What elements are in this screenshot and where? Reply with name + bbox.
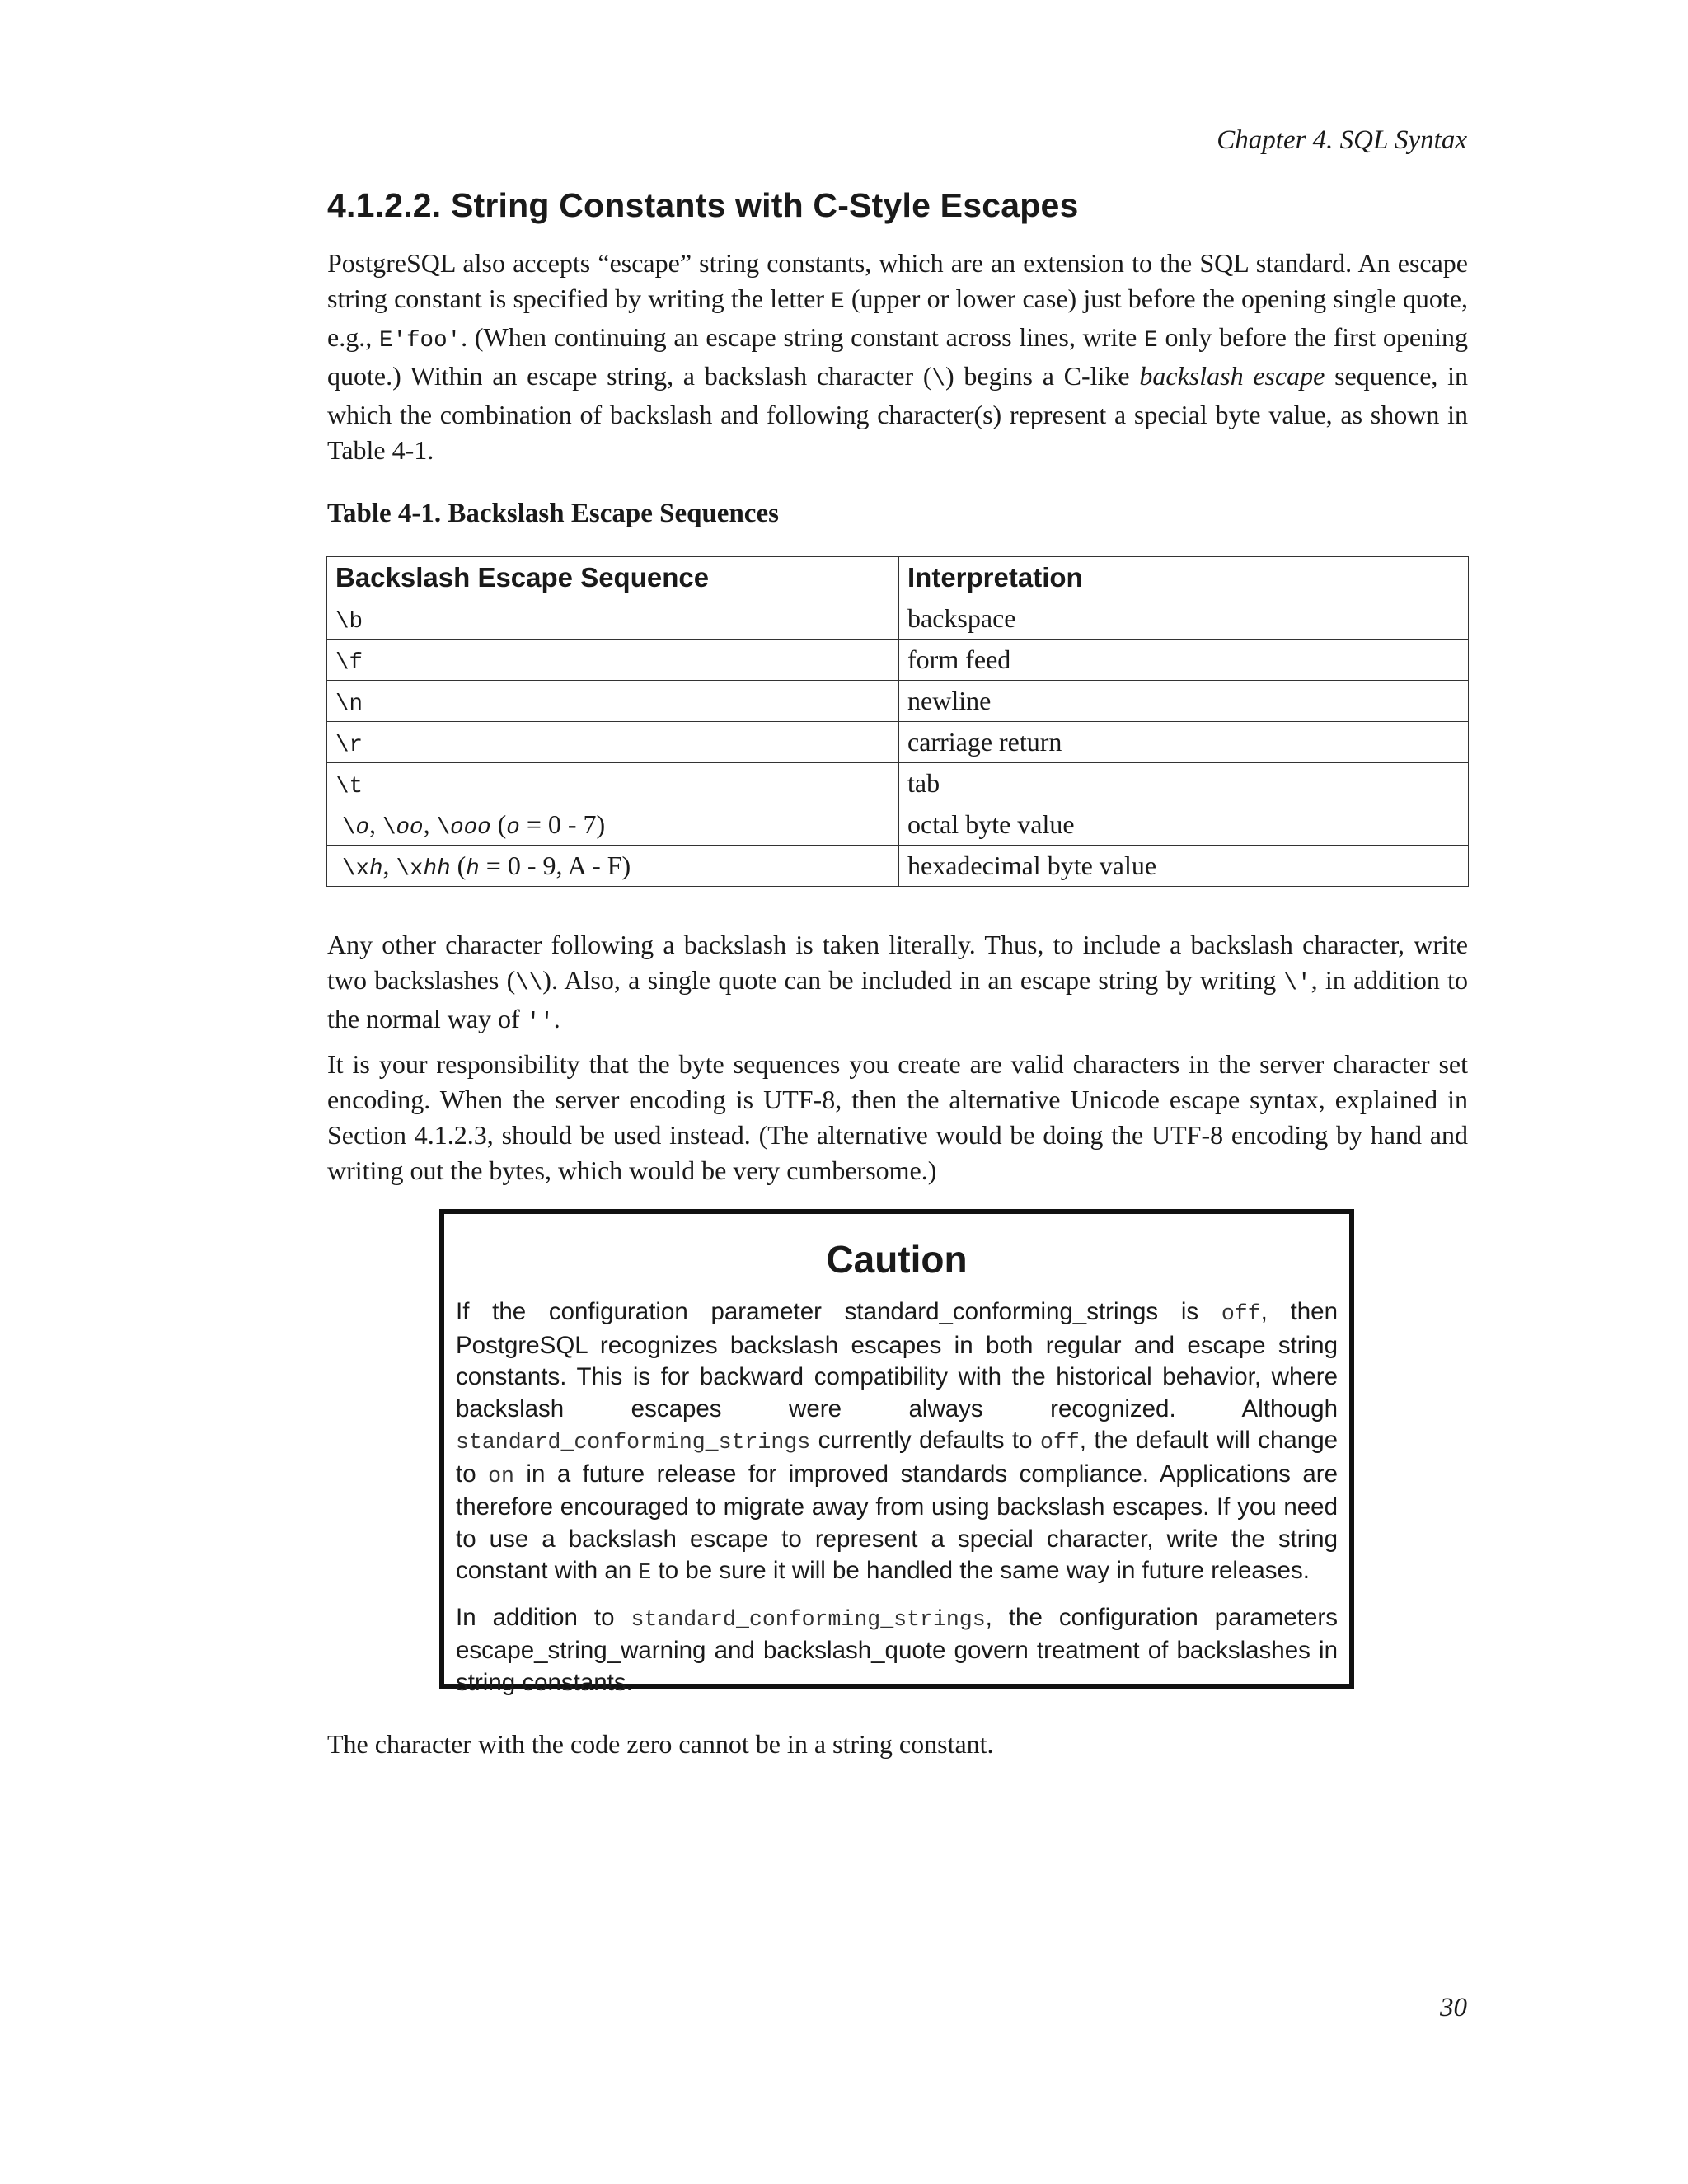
inline-code: E: [1144, 328, 1158, 354]
inline-code: E: [638, 1560, 652, 1585]
table-row: [327, 846, 1469, 887]
inline-code: on: [488, 1463, 514, 1488]
inline-code: standard_conforming_strings: [456, 1430, 811, 1455]
escape-sequence-cell: \b: [327, 598, 899, 640]
encoding-paragraph: It is your responsibility that the byte sequences you create are valid characters in the server character set encoding. When the server encoding is UTF-8, then the alternative Unicode escape syntax, explained in Section 4.1.2.3, should be used instead. (The alternative would be doing the UTF-8 encoding by hand and writing out the bytes, which would be very cumbersome.): [327, 1049, 1468, 1185]
inline-code: E'foo': [379, 328, 462, 354]
table-row: [327, 681, 1469, 722]
interpretation-cell: hexadecimal byte value: [899, 846, 1469, 887]
table-row: [327, 804, 1469, 846]
section-title: 4.1.2.2. String Constants with C-Style Escapes: [327, 186, 1079, 224]
table-row: [327, 763, 1469, 804]
escape-sequence-cell: \n: [327, 681, 899, 722]
table-row: [327, 598, 1469, 640]
interpretation-cell: backspace: [899, 598, 1469, 640]
table-row: [327, 640, 1469, 681]
escape-sequence-cell: \o, \oo, \ooo (o = 0 - 7): [327, 804, 899, 846]
table-header-row: [327, 557, 1469, 598]
column-header-sequence: Backslash Escape Sequence: [327, 557, 899, 598]
inline-code: E: [831, 289, 845, 315]
interpretation-cell: tab: [899, 763, 1469, 804]
inline-code: \\: [515, 971, 543, 996]
escape-sequence-cell: \f: [327, 640, 899, 681]
caution-paragraph: If the configuration parameter standard_conforming_strings is off, then PostgreSQL recognizes backslash escapes in both regular and escape string constants. This is for backward compatibility with the historical behavior, where backslash escapes were always recognized. Although standard_conforming_strings currently defaults to off, the default will change to on in a future release for improved standards compliance. Applications are therefore encouraged to migrate away from using backslash escapes. If you need to use a backslash escape to represent a special character, write the string constant with an E to be sure it will be handled the same way in future releases.: [456, 1298, 1339, 1585]
inline-code: '': [526, 1010, 554, 1035]
escape-sequence-cell: \t: [327, 763, 899, 804]
inline-code: off: [1221, 1301, 1261, 1326]
intro-paragraph: PostgreSQL also accepts “escape” string constants, which are an extension to the SQL standard. An escape string constant is specified by writing the letter E (upper or lower case) just before the opening single quote, e.g., E'foo'. (When continuing an escape string constant across lines, write E only before the first opening quote.) Within an escape string, a backslash character (\) begins a C-like backslash escape sequence, in which the combination of backslash and following character(s) represent a special byte value, as shown in Table 4-1.: [327, 248, 1469, 465]
caution-paragraph: In addition to standard_conforming_strings, the configuration parameters escape_string_warning and backslash_quote govern treatment of backslashes in string constants.: [456, 1603, 1338, 1696]
interpretation-cell: octal byte value: [899, 804, 1469, 846]
escape-sequences-table: [326, 556, 1469, 887]
caution-title: Caution: [826, 1238, 968, 1281]
zero-code-paragraph: The character with the code zero cannot be in a string constant.: [327, 1729, 994, 1759]
interpretation-cell: newline: [899, 681, 1469, 722]
inline-code: \: [931, 367, 946, 392]
interpretation-cell: carriage return: [899, 722, 1469, 763]
running-header: Chapter 4. SQL Syntax: [1217, 125, 1467, 155]
caution-box: [439, 1209, 1354, 1696]
emphasis: backslash escape: [1139, 361, 1325, 391]
escape-sequence-cell: \r: [327, 722, 899, 763]
inline-code: \': [1283, 971, 1311, 996]
table-row: [327, 722, 1469, 763]
page-number: 30: [1440, 1993, 1467, 2022]
escape-sequence-cell: \xh, \xhh (h = 0 - 9, A - F): [327, 846, 899, 887]
table-caption: Table 4-1. Backslash Escape Sequences: [327, 499, 779, 528]
column-header-interpretation: Interpretation: [899, 557, 1469, 598]
inline-code: standard_conforming_strings: [631, 1606, 986, 1632]
inline-code: off: [1039, 1430, 1080, 1455]
interpretation-cell: form feed: [899, 640, 1469, 681]
literal-backslash-paragraph: Any other character following a backslash is taken literally. Thus, to include a backslash character, write two backslashes (\\). Also, a single quote can be included in an escape string by writing \', in addition to the normal way of ''.: [327, 930, 1469, 1035]
